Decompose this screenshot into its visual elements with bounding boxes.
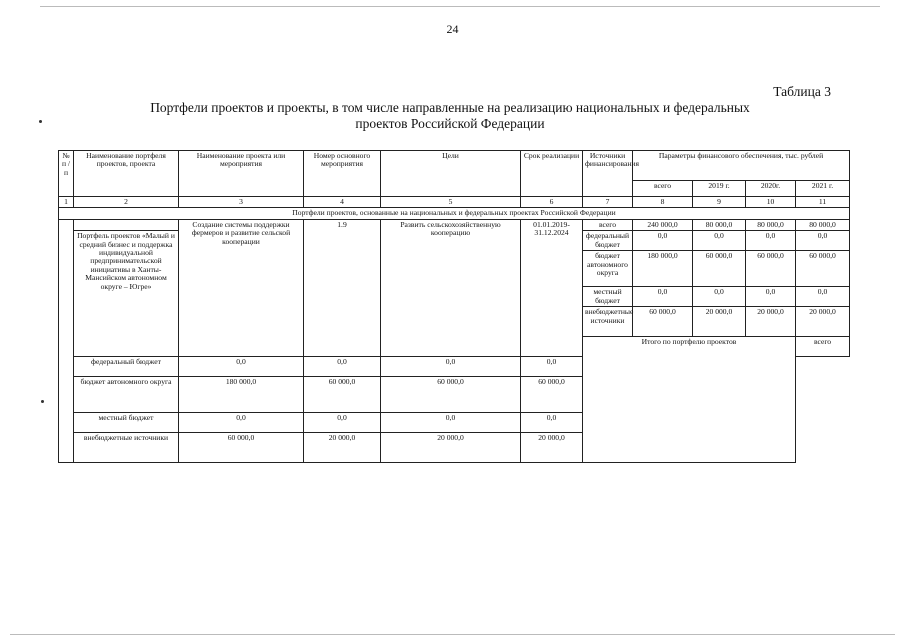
scan-speck bbox=[41, 400, 44, 403]
value-2021: 0,0 bbox=[796, 231, 850, 251]
value-2019: 60 000,0 bbox=[693, 251, 746, 287]
value-2021: 20 000,0 bbox=[521, 433, 583, 463]
value-2021: 0,0 bbox=[521, 357, 583, 377]
header-2021: 2021 г. bbox=[796, 181, 850, 197]
event-number: 1.9 bbox=[304, 219, 381, 356]
value-2021: 20 000,0 bbox=[796, 307, 850, 337]
header-fin-params: Параметры финансового обеспечения, тыс. рублей bbox=[633, 151, 850, 181]
portfolio-total-label: Итого по портфелю проектов bbox=[583, 337, 796, 463]
value-2020: 0,0 bbox=[381, 357, 521, 377]
value-2019: 20 000,0 bbox=[304, 433, 381, 463]
value-2021: 60 000,0 bbox=[796, 251, 850, 287]
source-label: бюджет автономного округа bbox=[74, 377, 179, 413]
document-title bbox=[100, 100, 800, 132]
value-total: 240 000,0 bbox=[633, 219, 693, 230]
value-2020: 80 000,0 bbox=[746, 219, 796, 230]
table-row bbox=[59, 219, 850, 230]
source-label: всего bbox=[796, 337, 850, 357]
value-2019: 60 000,0 bbox=[304, 377, 381, 413]
value-total: 180 000,0 bbox=[179, 377, 304, 413]
source-label: бюджет автономного округа bbox=[583, 251, 633, 287]
project-name: Создание системы поддержки фермеров и развитие сельской кооперации bbox=[179, 219, 304, 356]
scan-top-edge bbox=[40, 6, 880, 7]
value-2020: 20 000,0 bbox=[746, 307, 796, 337]
column-number: 11 bbox=[796, 197, 850, 208]
value-2020: 60 000,0 bbox=[746, 251, 796, 287]
column-number: 9 bbox=[693, 197, 746, 208]
value-total: 60 000,0 bbox=[179, 433, 304, 463]
section-title: Портфели проектов, основанные на национальных и федеральных проектах Российской Федерации bbox=[59, 208, 850, 219]
source-label: внебюджетные источники bbox=[583, 307, 633, 337]
column-number: 4 bbox=[304, 197, 381, 208]
value-total: 0,0 bbox=[179, 357, 304, 377]
value-total: 0,0 bbox=[633, 231, 693, 251]
value-2020: 60 000,0 bbox=[381, 377, 521, 413]
value-2021: 80 000,0 bbox=[796, 219, 850, 230]
page-number: 24 bbox=[446, 22, 459, 36]
value-total: 0,0 bbox=[179, 413, 304, 433]
header-total: всего bbox=[633, 181, 693, 197]
title-line-1: Портфели проектов и проекты, в том числе направленные на реализацию национальных и федеральных bbox=[150, 100, 750, 115]
source-label: местный бюджет bbox=[74, 413, 179, 433]
value-2020: 0,0 bbox=[746, 231, 796, 251]
header-event-no: Номер основного мероприятия bbox=[304, 151, 381, 197]
header-term: Срок реализации bbox=[521, 151, 583, 197]
scan-bottom-edge bbox=[10, 634, 895, 635]
value-total: 0,0 bbox=[633, 287, 693, 307]
value-2021: 60 000,0 bbox=[521, 377, 583, 413]
projects-table bbox=[58, 150, 850, 463]
column-number: 3 bbox=[179, 197, 304, 208]
scan-speck bbox=[39, 120, 42, 123]
project-term: 01.01.2019-31.12.2024 bbox=[521, 219, 583, 356]
column-number: 5 bbox=[381, 197, 521, 208]
value-2019: 0,0 bbox=[304, 413, 381, 433]
value-total: 180 000,0 bbox=[633, 251, 693, 287]
column-number: 1 bbox=[59, 197, 74, 208]
portfolio-name: Портфель проектов «Малый и средний бизнес и поддержка индивидуальной предпринимательской инициативы в Ханты-Мансийском автономном округе – Югре» bbox=[74, 231, 179, 357]
value-2020: 0,0 bbox=[746, 287, 796, 307]
column-number: 7 bbox=[583, 197, 633, 208]
source-label: федеральный бюджет bbox=[583, 231, 633, 251]
value-2019: 80 000,0 bbox=[693, 219, 746, 230]
empty-cell bbox=[74, 219, 179, 230]
value-2020: 20 000,0 bbox=[381, 433, 521, 463]
header-2019: 2019 г. bbox=[693, 181, 746, 197]
value-total: 60 000,0 bbox=[633, 307, 693, 337]
value-2019: 0,0 bbox=[693, 287, 746, 307]
value-2021: 0,0 bbox=[521, 413, 583, 433]
value-2019: 20 000,0 bbox=[693, 307, 746, 337]
header-2020: 2020г. bbox=[746, 181, 796, 197]
column-number: 6 bbox=[521, 197, 583, 208]
column-number-row bbox=[59, 197, 850, 208]
column-number: 8 bbox=[633, 197, 693, 208]
project-goal: Развить сельскохозяйственную кооперацию bbox=[381, 219, 521, 356]
column-number: 10 bbox=[746, 197, 796, 208]
source-label: внебюджетные источники bbox=[74, 433, 179, 463]
value-2021: 0,0 bbox=[796, 287, 850, 307]
source-label: федеральный бюджет bbox=[74, 357, 179, 377]
value-2020: 0,0 bbox=[381, 413, 521, 433]
header-goals: Цели bbox=[381, 151, 521, 197]
header-project-name: Наименование проекта или мероприятия bbox=[179, 151, 304, 197]
source-label: местный бюджет bbox=[583, 287, 633, 307]
value-2019: 0,0 bbox=[693, 231, 746, 251]
header-portfolio-name: Наименование портфеля проектов, проекта bbox=[74, 151, 179, 197]
header-sources: Источники финансирования bbox=[583, 151, 633, 197]
table-label: Таблица 3 bbox=[773, 84, 831, 99]
header-no: № п / п bbox=[59, 151, 74, 197]
source-label: всего bbox=[583, 219, 633, 230]
column-number: 2 bbox=[74, 197, 179, 208]
row-number-cell bbox=[59, 219, 74, 462]
title-line-2: проектов Российской Федерации bbox=[355, 116, 545, 131]
value-2019: 0,0 bbox=[304, 357, 381, 377]
